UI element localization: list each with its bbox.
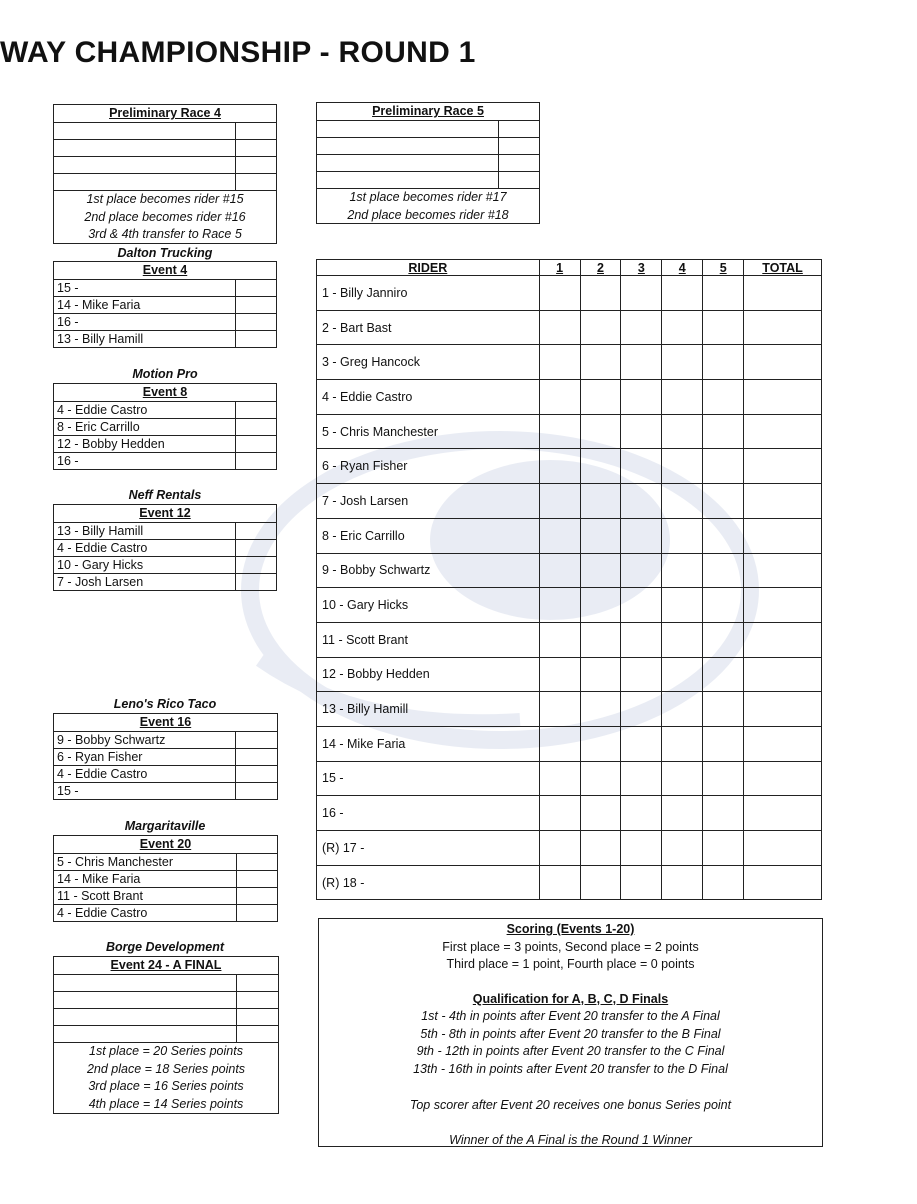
prelim-race-4-box: [53, 104, 277, 244]
qualification-line: 13th - 16th in points after Event 20 transfer to the D Final: [413, 1061, 728, 1076]
total-score-cell[interactable]: [744, 276, 822, 311]
prelim-race-4-row: [54, 139, 276, 156]
prelim-race-5-row: [317, 120, 539, 137]
event-12-sponsor: Neff Rentals: [128, 488, 202, 502]
prelim-race-5-notes: [317, 188, 539, 224]
heat-score-cell[interactable]: [621, 310, 662, 345]
heat-score-cell[interactable]: [703, 310, 744, 345]
event-8-row: [54, 418, 276, 435]
heat-3-column-header: 3: [621, 260, 662, 276]
prelim-race-5-row: [317, 171, 539, 188]
rider-row: [317, 726, 822, 761]
rider-name: 16 -: [57, 315, 79, 329]
heat-score-cell[interactable]: [662, 518, 703, 553]
total-score-cell[interactable]: [744, 588, 822, 623]
heat-score-cell[interactable]: [703, 449, 744, 484]
heat-score-cell[interactable]: [539, 865, 580, 900]
event-8-row: [54, 452, 276, 469]
heat-score-cell[interactable]: [621, 831, 662, 866]
rider-row: [317, 692, 822, 727]
heat-score-cell[interactable]: [621, 796, 662, 831]
heat-score-cell[interactable]: [539, 449, 580, 484]
rider-name: 5 - Chris Manchester: [57, 855, 174, 869]
prelim-race-4-header: Preliminary Race 4: [109, 106, 221, 120]
heat-score-cell[interactable]: [539, 345, 580, 380]
heat-2-column-header: 2: [580, 260, 621, 276]
event-24-notes: [54, 1042, 278, 1113]
heat-score-cell[interactable]: [662, 865, 703, 900]
heat-score-cell[interactable]: [580, 276, 621, 311]
event-4-box: [53, 261, 277, 348]
grid-body: [317, 276, 822, 900]
heat-score-cell[interactable]: [621, 588, 662, 623]
heat-score-cell[interactable]: [621, 622, 662, 657]
prelim-race-4-row: [54, 122, 276, 139]
heat-score-cell[interactable]: [662, 484, 703, 519]
heat-score-cell[interactable]: [539, 692, 580, 727]
heat-score-cell[interactable]: [703, 761, 744, 796]
rider-name-cell: 15 -: [317, 761, 540, 796]
scoring-header: Scoring (Events 1-20): [506, 922, 635, 936]
heat-score-cell[interactable]: [539, 518, 580, 553]
event-24-row: [54, 991, 278, 1008]
rider-name-cell: 14 - Mike Faria: [317, 726, 540, 761]
heat-score-cell[interactable]: [621, 761, 662, 796]
total-score-cell[interactable]: [744, 449, 822, 484]
heat-score-cell[interactable]: [539, 726, 580, 761]
total-score-cell[interactable]: [744, 831, 822, 866]
rider-name: 12 - Bobby Hedden: [57, 437, 165, 451]
prelim-race-5-row: [317, 154, 539, 171]
event-12-row: [54, 556, 276, 573]
prelim-race-4-notes: [54, 190, 276, 244]
rider-name: 14 - Mike Faria: [57, 872, 141, 886]
rider-name-cell: 4 - Eddie Castro: [317, 380, 540, 415]
rider-name: 4 - Eddie Castro: [57, 403, 148, 417]
qualification-line: 5th - 8th in points after Event 20 transfer to the B Final: [420, 1026, 721, 1041]
total-score-cell[interactable]: [744, 657, 822, 692]
note-line: 3rd place = 16 Series points: [88, 1079, 244, 1093]
note-line: 1st place = 20 Series points: [89, 1044, 243, 1058]
event-20-row: [54, 853, 277, 870]
heat-score-cell[interactable]: [621, 553, 662, 588]
rider-row: [317, 484, 822, 519]
heat-score-cell[interactable]: [539, 796, 580, 831]
event-20-sponsor: Margaritaville: [124, 819, 206, 833]
heat-score-cell[interactable]: [621, 380, 662, 415]
heat-score-cell[interactable]: [580, 518, 621, 553]
total-score-cell[interactable]: [744, 518, 822, 553]
rider-name-cell: 11 - Scott Brant: [317, 622, 540, 657]
event-12-row: [54, 522, 276, 539]
event-8-box: [53, 383, 277, 470]
heat-score-cell[interactable]: [539, 588, 580, 623]
event-24-box: [53, 956, 279, 1114]
heat-score-cell[interactable]: [662, 310, 703, 345]
heat-score-cell[interactable]: [662, 449, 703, 484]
event-24-row: [54, 1008, 278, 1025]
total-score-cell[interactable]: [744, 761, 822, 796]
heat-score-cell[interactable]: [662, 588, 703, 623]
event-12-row: [54, 539, 276, 556]
prelim-race-5-row: [317, 137, 539, 154]
rider-name: 9 - Bobby Schwartz: [57, 733, 166, 747]
heat-score-cell[interactable]: [580, 310, 621, 345]
total-score-cell[interactable]: [744, 484, 822, 519]
heat-score-cell[interactable]: [703, 345, 744, 380]
event-12-header: Event 12: [139, 506, 191, 520]
note-line: 3rd & 4th transfer to Race 5: [88, 227, 242, 241]
heat-score-cell[interactable]: [580, 380, 621, 415]
rider-row: [317, 449, 822, 484]
heat-score-cell[interactable]: [621, 657, 662, 692]
rider-name: 4 - Eddie Castro: [57, 906, 148, 920]
rider-name: 8 - Eric Carrillo: [57, 420, 140, 434]
rider-column-header: RIDER: [317, 260, 540, 276]
rider-name: 14 - Mike Faria: [57, 298, 141, 312]
heat-score-cell[interactable]: [662, 380, 703, 415]
heat-score-cell[interactable]: [539, 310, 580, 345]
event-24-sponsor: Borge Development: [105, 940, 225, 954]
heat-score-cell[interactable]: [703, 484, 744, 519]
heat-score-cell[interactable]: [539, 553, 580, 588]
heat-score-cell[interactable]: [539, 622, 580, 657]
rider-row: [317, 380, 822, 415]
page-title: WAY CHAMPIONSHIP - ROUND 1: [0, 36, 476, 69]
note-line: 2nd place = 18 Series points: [86, 1061, 246, 1076]
qualification-line: 9th - 12th in points after Event 20 transfer to the C Final: [416, 1044, 725, 1058]
heat-score-cell[interactable]: [662, 796, 703, 831]
scoring-box: [318, 918, 823, 1147]
heat-score-cell[interactable]: [662, 831, 703, 866]
prelim-race-5-header: Preliminary Race 5: [372, 104, 484, 118]
scoring-line: First place = 3 points, Second place = 2 points: [442, 939, 699, 954]
heat-score-cell[interactable]: [539, 484, 580, 519]
prelim-race-4-row: [54, 156, 276, 173]
event-4-row: [54, 296, 276, 313]
heat-score-cell[interactable]: [703, 865, 744, 900]
heat-score-cell[interactable]: [539, 831, 580, 866]
winner-line: Winner of the A Final is the Round 1 Winner: [449, 1132, 692, 1147]
rider-row: [317, 796, 822, 831]
event-4-row: [54, 313, 276, 330]
rider-name: 16 -: [57, 454, 79, 468]
heat-score-cell[interactable]: [703, 796, 744, 831]
event-20-row: [54, 904, 277, 921]
event-8-sponsor: Motion Pro: [132, 367, 198, 381]
total-score-cell[interactable]: [744, 865, 822, 900]
heat-score-cell[interactable]: [539, 380, 580, 415]
heat-score-cell[interactable]: [621, 518, 662, 553]
scoring-line: Third place = 1 point, Fourth place = 0 points: [446, 957, 695, 971]
heat-4-column-header: 4: [662, 260, 703, 276]
rider-name: 7 - Josh Larsen: [57, 575, 144, 589]
heat-score-cell[interactable]: [703, 692, 744, 727]
rider-row: [317, 518, 822, 553]
total-score-cell[interactable]: [744, 345, 822, 380]
total-score-cell[interactable]: [744, 414, 822, 449]
rider-name: 4 - Eddie Castro: [57, 767, 148, 781]
event-8-row: [54, 435, 276, 452]
heat-score-cell[interactable]: [703, 588, 744, 623]
heat-score-cell[interactable]: [621, 414, 662, 449]
event-16-box: [53, 713, 278, 800]
event-24-row: [54, 974, 278, 991]
rider-row: [317, 553, 822, 588]
heat-score-cell[interactable]: [703, 657, 744, 692]
heat-score-cell[interactable]: [580, 449, 621, 484]
heat-score-cell[interactable]: [580, 484, 621, 519]
event-4-row: [54, 330, 276, 347]
heat-score-cell[interactable]: [621, 484, 662, 519]
rider-name: 6 - Ryan Fisher: [57, 750, 143, 764]
rider-row: [317, 831, 822, 866]
total-score-cell[interactable]: [744, 380, 822, 415]
heat-5-column-header: 5: [703, 260, 744, 276]
note-line: 1st place becomes rider #17: [349, 190, 507, 204]
heat-score-cell[interactable]: [580, 622, 621, 657]
event-20-header: Event 20: [139, 837, 192, 851]
heat-score-cell[interactable]: [703, 622, 744, 657]
heat-score-cell[interactable]: [662, 414, 703, 449]
rider-name: 4 - Eddie Castro: [57, 541, 148, 555]
rider-name-cell: 12 - Bobby Hedden: [317, 657, 540, 692]
rider-name-cell: 5 - Chris Manchester: [317, 414, 540, 449]
event-12-row: [54, 573, 276, 590]
heat-score-cell[interactable]: [580, 831, 621, 866]
rider-name: 13 - Billy Hamill: [57, 524, 144, 538]
rider-name: 13 - Billy Hamill: [57, 332, 144, 346]
heat-score-cell[interactable]: [580, 796, 621, 831]
note-line: 2nd place becomes rider #16: [84, 209, 246, 224]
rider-name-cell: 8 - Eric Carrillo: [317, 518, 540, 553]
event-4-header: Event 4: [142, 263, 188, 277]
heat-score-cell[interactable]: [580, 657, 621, 692]
qualification-line: 1st - 4th in points after Event 20 transfer to the A Final: [421, 1009, 720, 1023]
bonus-line: Top scorer after Event 20 receives one bonus Series point: [409, 1098, 732, 1112]
event-4-row: [54, 279, 276, 296]
heat-score-cell[interactable]: [662, 692, 703, 727]
rider-name-cell: (R) 17 -: [317, 831, 540, 866]
event-8-row: [54, 401, 276, 418]
rider-name-cell: 3 - Greg Hancock: [317, 345, 540, 380]
total-score-cell[interactable]: [744, 726, 822, 761]
event-16-row: [54, 748, 277, 765]
heat-score-cell[interactable]: [621, 449, 662, 484]
heat-score-cell[interactable]: [539, 276, 580, 311]
total-score-cell[interactable]: [744, 622, 822, 657]
rider-row: [317, 622, 822, 657]
rider-name: 11 - Scott Brant: [57, 889, 143, 903]
rider-name-cell: 16 -: [317, 796, 540, 831]
event-16-sponsor: Leno's Rico Taco: [113, 697, 217, 711]
heat-score-cell[interactable]: [662, 761, 703, 796]
rider-name-cell: 13 - Billy Hamill: [317, 692, 540, 727]
heat-score-cell[interactable]: [703, 518, 744, 553]
rider-row: [317, 414, 822, 449]
rider-name-cell: 6 - Ryan Fisher: [317, 449, 540, 484]
event-16-header: Event 16: [139, 715, 192, 729]
heat-score-cell[interactable]: [703, 553, 744, 588]
event-20-box: [53, 835, 278, 922]
rider-row: [317, 865, 822, 900]
total-score-cell[interactable]: [744, 692, 822, 727]
prelim-race-4-row: [54, 173, 276, 190]
event-8-header: Event 8: [142, 385, 188, 399]
heat-score-cell[interactable]: [539, 761, 580, 796]
heat-score-cell[interactable]: [580, 726, 621, 761]
heat-score-cell[interactable]: [662, 657, 703, 692]
event-24-header: Event 24 - A FINAL: [110, 958, 222, 972]
event-20-row: [54, 887, 277, 904]
heat-score-cell[interactable]: [703, 276, 744, 311]
note-line: 2nd place becomes rider #18: [347, 207, 509, 222]
heat-score-cell[interactable]: [662, 276, 703, 311]
event-16-row: [54, 782, 277, 799]
rider-name-cell: 10 - Gary Hicks: [317, 588, 540, 623]
heat-score-cell[interactable]: [539, 657, 580, 692]
grid-header-row: [317, 260, 822, 276]
heat-score-cell[interactable]: [703, 831, 744, 866]
rider-name: 15 -: [57, 281, 79, 295]
heat-score-cell[interactable]: [621, 865, 662, 900]
heat-score-cell[interactable]: [539, 414, 580, 449]
rider-row: [317, 310, 822, 345]
heat-score-cell[interactable]: [621, 726, 662, 761]
heat-score-cell[interactable]: [662, 345, 703, 380]
total-score-cell[interactable]: [744, 553, 822, 588]
event-16-row: [54, 731, 277, 748]
note-line: 1st place becomes rider #15: [86, 192, 244, 206]
note-line: 4th place = 14 Series points: [88, 1096, 244, 1111]
qualification-header: Qualification for A, B, C, D Finals: [472, 991, 669, 1006]
rider-name: 10 - Gary Hicks: [57, 558, 144, 572]
rider-name: 15 -: [57, 784, 79, 798]
event-16-row: [54, 765, 277, 782]
heat-score-cell[interactable]: [621, 345, 662, 380]
heat-score-cell[interactable]: [703, 726, 744, 761]
total-column-header: TOTAL: [744, 260, 822, 276]
event-12-box: [53, 504, 277, 591]
heat-score-cell[interactable]: [703, 414, 744, 449]
heat-score-cell[interactable]: [662, 726, 703, 761]
heat-score-cell[interactable]: [580, 553, 621, 588]
rider-name-cell: (R) 18 -: [317, 865, 540, 900]
total-score-cell[interactable]: [744, 796, 822, 831]
rider-row: [317, 657, 822, 692]
rider-row: [317, 345, 822, 380]
event-24-row: [54, 1025, 278, 1042]
heat-score-cell[interactable]: [703, 380, 744, 415]
event-4-sponsor: Dalton Trucking: [117, 246, 213, 260]
prelim-race-5-box: [316, 102, 540, 224]
heat-score-cell[interactable]: [621, 276, 662, 311]
heat-score-cell[interactable]: [621, 692, 662, 727]
rider-row: [317, 588, 822, 623]
heat-1-column-header: 1: [539, 260, 580, 276]
rider-name-cell: 2 - Bart Bast: [317, 310, 540, 345]
heat-score-cell[interactable]: [580, 345, 621, 380]
heat-score-cell[interactable]: [580, 414, 621, 449]
heat-score-cell[interactable]: [580, 692, 621, 727]
rider-row: [317, 761, 822, 796]
rider-score-grid: [316, 259, 822, 900]
heat-score-cell[interactable]: [662, 622, 703, 657]
heat-score-cell[interactable]: [580, 865, 621, 900]
heat-score-cell[interactable]: [580, 588, 621, 623]
rider-name-cell: 9 - Bobby Schwartz: [317, 553, 540, 588]
rider-name-cell: 1 - Billy Janniro: [317, 276, 540, 311]
total-score-cell[interactable]: [744, 310, 822, 345]
heat-score-cell[interactable]: [662, 553, 703, 588]
rider-name-cell: 7 - Josh Larsen: [317, 484, 540, 519]
rider-row: [317, 276, 822, 311]
heat-score-cell[interactable]: [580, 761, 621, 796]
event-20-row: [54, 870, 277, 887]
